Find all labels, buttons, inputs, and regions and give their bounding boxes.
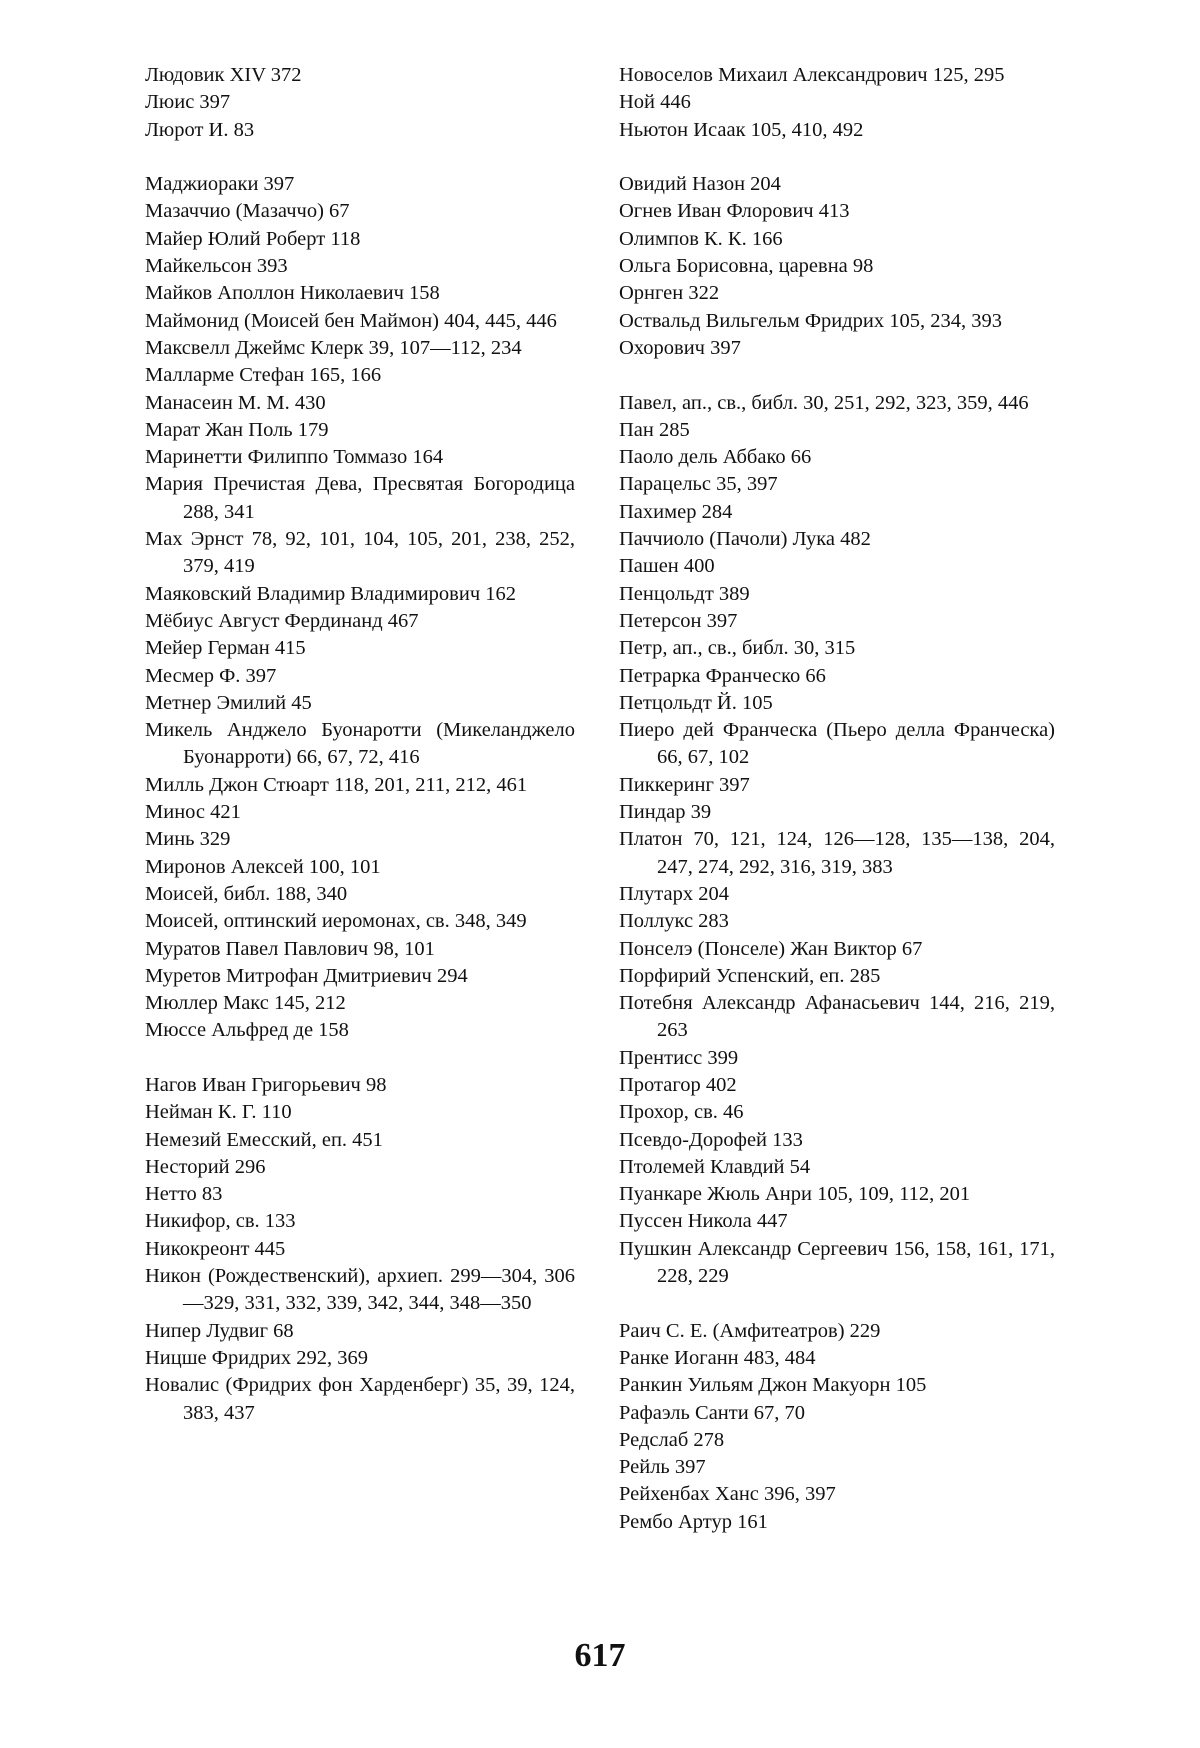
index-entry: Ницше Фридрих 292, 369: [145, 1346, 368, 1369]
index-entry: Петр, ап., св., библ. 30, 315: [619, 637, 856, 660]
index-entry: Пан 285: [619, 418, 690, 441]
index-entry: Пуанкаре Жюль Анри 105, 109, 112, 201: [619, 1183, 971, 1206]
index-column-left: [145, 62, 575, 1427]
index-entry: Мах Эрнст 78, 92, 101, 104, 105, 201, 238, 252, 379, 419: [145, 528, 575, 578]
index-entry: Людовик XIV 372: [145, 64, 302, 86]
index-entry: Минь 329: [145, 828, 231, 851]
index-entry: Протагор 402: [619, 1073, 737, 1096]
index-entry: Муратов Павел Павлович 98, 101: [145, 937, 435, 960]
index-entry: Максвелл Джеймс Клерк 39, 107—112, 234: [145, 336, 522, 359]
index-entry: Понселэ (Понселе) Жан Виктор 67: [619, 937, 923, 960]
index-entry: Плутарх 204: [619, 882, 729, 905]
index-entry: Павел, ап., св., библ. 30, 251, 292, 323, 359, 446: [619, 391, 1029, 414]
index-entry: Паоло дель Аббако 66: [619, 446, 812, 469]
index-entry: Моисей, библ. 188, 340: [145, 882, 348, 905]
index-entry: Раич С. Е. (Амфитеатров) 229: [619, 1319, 881, 1342]
index-entry: Нейман К. Г. 110: [145, 1101, 292, 1124]
section-gap: [145, 144, 575, 171]
index-entry: Пушкин Александр Сергеевич 156, 158, 161, 171, 228, 229: [619, 1237, 1055, 1288]
index-entry: Ной 446: [619, 91, 691, 114]
index-entry: Маяковский Владимир Владимирович 162: [145, 582, 517, 605]
index-entry: Оствальд Вильгельм Фридрих 105, 234, 393: [619, 309, 1003, 332]
index-entry: Парацельс 35, 397: [619, 473, 778, 496]
index-entry: Редслаб 278: [619, 1428, 725, 1451]
index-entry: Милль Джон Стюарт 118, 201, 211, 212, 461: [145, 773, 528, 796]
index-entry: Орнген 322: [619, 282, 720, 305]
index-entry: Пашен 400: [619, 555, 715, 578]
index-entry: Платон 70, 121, 124, 126—128, 135—138, 204, 247, 274, 292, 316, 319, 383: [619, 828, 1055, 878]
index-entry: Петрарка Франческо 66: [619, 664, 826, 687]
index-entry: Марат Жан Поль 179: [145, 418, 329, 441]
section-gap: [145, 1045, 575, 1072]
index-entry: Пуссен Никола 447: [619, 1210, 788, 1233]
index-entry: Майер Юлий Роберт 118: [145, 227, 361, 250]
index-entry: Минос 421: [145, 801, 241, 824]
index-entry: Мёбиус Август Фердинанд 467: [145, 609, 419, 632]
index-entry: Пиндар 39: [619, 801, 712, 824]
section-gap: [619, 362, 1055, 389]
index-entry: Прентисс 399: [619, 1046, 739, 1069]
index-entry: Мюссе Альфред де 158: [145, 1019, 349, 1042]
index-entry: Паччиоло (Пачоли) Лука 482: [619, 528, 871, 551]
index-entry: Мазаччио (Мазаччо) 67: [145, 200, 350, 223]
index-entry: Люис 397: [145, 91, 231, 114]
index-entry: Пенцольдт 389: [619, 582, 750, 605]
index-entry: Никон (Рождественский), архиеп. 299—304, 306—329, 331, 332, 339, 342, 344, 348—350: [145, 1265, 575, 1315]
page-number: 617: [574, 1637, 626, 1674]
index-entry: Пиккеринг 397: [619, 773, 750, 796]
index-entry: Рембо Артур 161: [619, 1510, 768, 1533]
index-entry: Потебня Александр Афанасьевич 144, 216, 219, 263: [619, 992, 1055, 1042]
section-gap: [619, 144, 1055, 171]
index-entry: Рафаэль Санти 67, 70: [619, 1401, 806, 1424]
index-entry: Маджиораки 397: [145, 173, 295, 196]
index-entry: Миронов Алексей 100, 101: [145, 855, 381, 878]
index-entry: Никифор, св. 133: [145, 1210, 296, 1233]
index-entry: Охорович 397: [619, 336, 741, 359]
index-entry: Никокреонт 445: [145, 1237, 286, 1260]
index-entry: Манасеин М. М. 430: [145, 391, 326, 414]
index-entry: Несторий 296: [145, 1155, 266, 1178]
index-entry: Малларме Стефан 165, 166: [145, 364, 382, 387]
index-entry: Муретов Митрофан Дмитриевич 294: [145, 964, 468, 987]
index-entry: Овидий Назон 204: [619, 173, 781, 196]
index-entry: Порфирий Успенский, еп. 285: [619, 964, 881, 987]
index-entry: Пахимер 284: [619, 500, 733, 523]
index-entry: Моисей, оптинский иеромонах, св. 348, 349: [145, 910, 527, 933]
index-entry: Птолемей Клавдий 54: [619, 1155, 811, 1178]
index-entry: Микель Анджело Буонаротти (Микеланджело Буонарроти) 66, 67, 72, 416: [145, 719, 575, 769]
index-entry: Новалис (Фридрих фон Харденберг) 35, 39, 124, 383, 437: [145, 1374, 575, 1424]
index-entry: Огнев Иван Флорович 413: [619, 200, 850, 223]
index-entry: Немезий Емесский, еп. 451: [145, 1128, 383, 1151]
index-entry: Олимпов К. К. 166: [619, 227, 783, 250]
index-column-right: [619, 62, 1055, 1536]
index-entry: Мария Пречистая Дева, Пресвятая Богородица 288, 341: [145, 473, 575, 523]
index-entry: Петцольдт Й. 105: [619, 691, 773, 714]
index-entry: Нетто 83: [145, 1183, 223, 1206]
index-entry: Метнер Эмилий 45: [145, 691, 312, 714]
index-entry: Майков Аполлон Николаевич 158: [145, 282, 440, 305]
index-entry: Нагов Иван Григорьевич 98: [145, 1073, 387, 1096]
index-entry: Рейхенбах Ханс 396, 397: [619, 1483, 836, 1506]
index-entry: Мюллер Макс 145, 212: [145, 992, 346, 1015]
index-entry: Рейль 397: [619, 1456, 706, 1479]
index-entry: Псевдо-Дорофей 133: [619, 1128, 803, 1151]
index-entry: Маймонид (Моисей бен Маймон) 404, 445, 446: [145, 309, 557, 332]
index-entry: Ольга Борисовна, царевна 98: [619, 255, 874, 278]
index-entry: Люрот И. 83: [145, 118, 255, 141]
index-entry: Поллукс 283: [619, 910, 729, 933]
index-entry: Маринетти Филиппо Томмазо 164: [145, 446, 444, 469]
index-entry: Пиеро дей Франческа (Пьеро делла Франческа) 66, 67, 102: [619, 719, 1055, 769]
index-entry: Нипер Лудвиг 68: [145, 1319, 294, 1342]
index-entry: Новоселов Михаил Александрович 125, 295: [619, 64, 1005, 86]
index-entry: Мейер Герман 415: [145, 637, 306, 660]
index-entry: Петерсон 397: [619, 609, 738, 632]
index-entry: Майкельсон 393: [145, 255, 288, 278]
index-entry: Ранке Иоганн 483, 484: [619, 1346, 816, 1369]
index-entry: Ньютон Исаак 105, 410, 492: [619, 118, 864, 141]
index-entry: Месмер Ф. 397: [145, 664, 277, 687]
index-entry: Ранкин Уильям Джон Макуорн 105: [619, 1374, 927, 1397]
section-gap: [619, 1290, 1055, 1317]
index-entry: Прохор, св. 46: [619, 1101, 744, 1124]
